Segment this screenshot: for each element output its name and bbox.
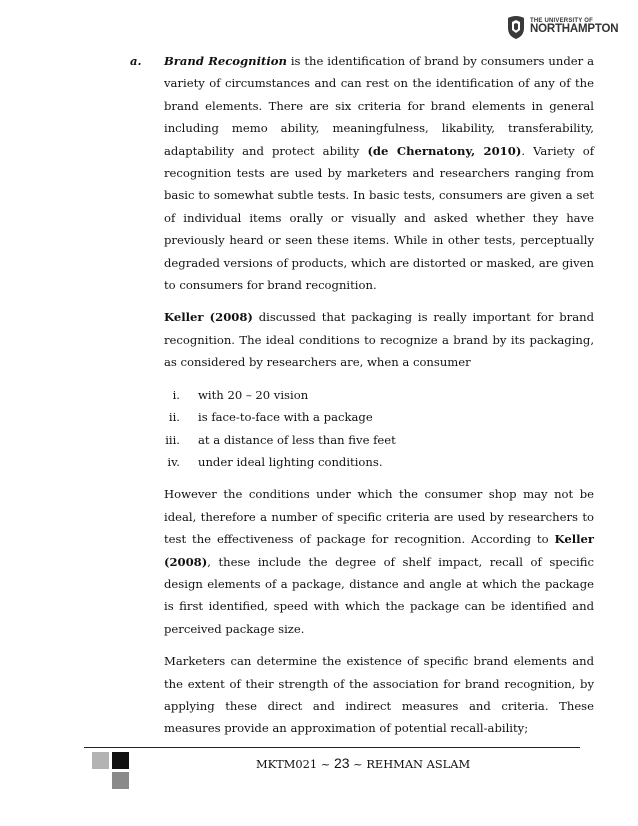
paragraph-conditions	[164, 483, 594, 640]
footer-course: MKTM021 ~	[256, 757, 334, 771]
list-text: is face-to-face with a package	[198, 410, 373, 425]
university-crest-icon	[506, 14, 526, 40]
footer	[256, 755, 470, 771]
item-marker: a.	[130, 54, 142, 68]
list-number: iv.	[167, 454, 180, 469]
para2-text: discussed that packaging is really important for brand recognition. The ideal conditions to recognize a brand by its packaging, as considered by researchers are, when a consumer	[164, 310, 594, 370]
list-item	[164, 406, 594, 428]
para3-text-a: However the conditions under which the consumer shop may not be ideal, therefore a number of specific criteria are used by researchers to test the effectiveness of package for recognition. According to	[164, 487, 594, 547]
list-number: ii.	[168, 410, 180, 425]
citation-keller-2: Keller (2008)	[164, 532, 594, 569]
para1-text-b: . Variety of recognition tests are used by marketers and researchers ranging from basic to somewhat subtle tests. In basic tests, consumers are given a set of individual items orally or visually and asked whether they have previously heard or seen these items. While in other tests, perceptually degraded versions of products, which are distorted or masked, are given to consumers for brand recognition.	[164, 143, 594, 293]
para4-text: Marketers can determine the existence of specific brand elements and the extent of their strength of the association for brand recognition, by applying these direct and indirect measures and criteria. These measures provide an approximation of potential recall-ability;	[164, 654, 594, 736]
citation-keller-1: Keller (2008)	[164, 310, 253, 325]
list-number: i.	[172, 387, 180, 402]
para1-text-a: is the identification of brand by consumers under a variety of circumstances and can rest on the identification of any of the brand elements. There are six criteria for brand elements in general including memo ability, meaningfulness, likability, transferability, adaptability and protect ability	[164, 54, 594, 158]
logo-big-text: NORTHAMPTON	[530, 23, 619, 36]
paragraph-marketers	[164, 650, 594, 740]
citation-de-chernatony: (de Chernatony, 2010)	[367, 143, 522, 158]
conditions-list	[164, 384, 594, 474]
footer-divider	[84, 747, 580, 748]
logo-small-text: THE UNIVERSITY OF	[530, 18, 593, 25]
paragraph-keller-packaging	[164, 306, 594, 373]
page-number: 23	[333, 755, 350, 771]
footer-square-mid	[112, 772, 129, 789]
list-item	[164, 451, 594, 473]
list-text: with 20 – 20 vision	[198, 387, 309, 402]
list-number: iii.	[165, 432, 180, 447]
footer-author: REHMAN ASLAM	[366, 757, 471, 771]
term-brand-recognition: Brand Recognition	[164, 54, 287, 68]
university-logo	[506, 14, 618, 40]
footer-separator: ~	[349, 757, 367, 771]
document-body	[130, 50, 594, 740]
list-item	[164, 384, 594, 406]
footer-square-light	[92, 752, 109, 769]
list-text: under ideal lighting conditions.	[198, 454, 383, 469]
list-text: at a distance of less than five feet	[198, 432, 396, 447]
para3-text-b: , these include the degree of shelf impact, recall of specific design elements of a package, distance and angle at which the package is first identified, speed with which the package can be identified and perceived package size.	[164, 554, 594, 636]
list-item	[164, 429, 594, 451]
paragraph-brand-recognition	[130, 50, 594, 296]
footer-square-dark	[112, 752, 129, 769]
